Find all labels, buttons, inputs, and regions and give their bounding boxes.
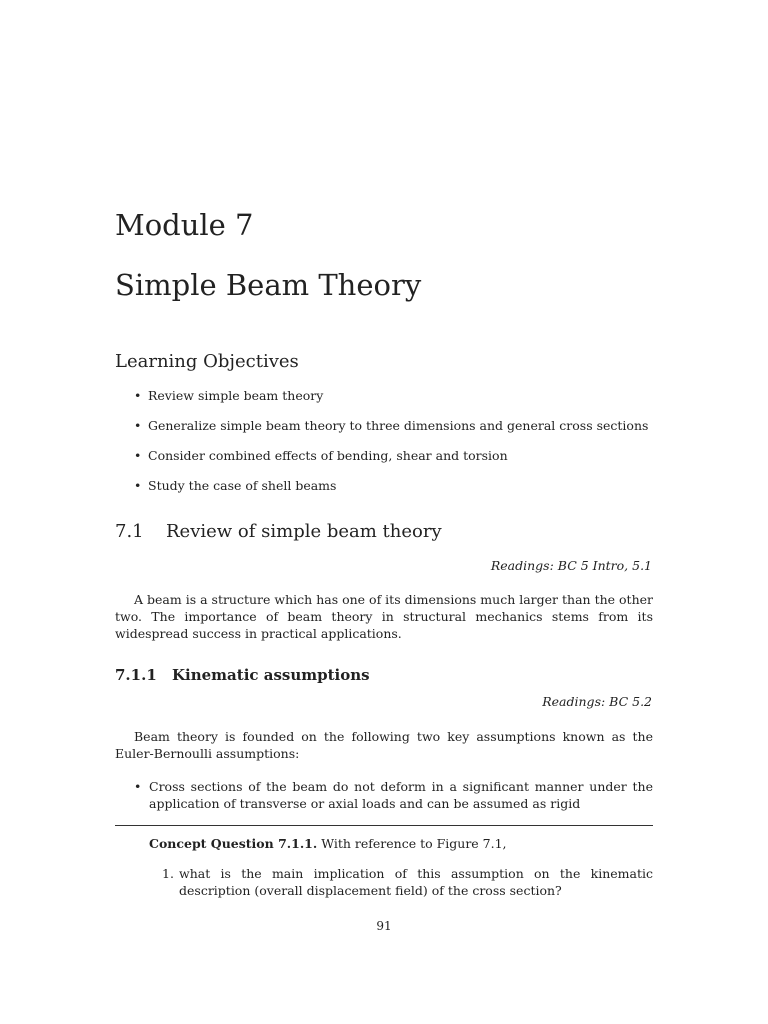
concept-question-divider	[115, 825, 653, 826]
learning-objectives-heading: Learning Objectives	[115, 351, 299, 372]
objective-item	[134, 417, 648, 435]
bullet-icon: •	[134, 779, 142, 794]
bullet-icon: •	[134, 448, 142, 463]
question-number: 1.	[162, 866, 174, 881]
assumption-text: Cross sections of the beam do not deform in a significant manner under the application of transverse or axial loads and can be assumed as rigid	[149, 779, 653, 811]
subsection-paragraph	[115, 728, 653, 762]
objective-item	[134, 387, 323, 405]
question-text: what is the main implication of this assumption on the kinematic description (overall displacement field) of the cross section?	[179, 866, 653, 898]
section-paragraph	[115, 591, 653, 642]
objective-text: Review simple beam theory	[148, 388, 324, 403]
section-heading	[115, 518, 442, 546]
objective-item	[134, 477, 336, 495]
page-number: 91	[376, 919, 392, 933]
section-paragraph-text: A beam is a structure which has one of its dimensions much larger than the other two. The importance of beam theory in structural mechanics stems from its widespread success in practical applications.	[115, 592, 653, 641]
concept-question	[149, 835, 507, 853]
section-title: Review of simple beam theory	[166, 521, 442, 542]
section-number: 7.1	[115, 521, 144, 542]
subsection-paragraph-text: Beam theory is founded on the following two key assumptions known as the Euler-Bernoulli assumptions:	[115, 729, 653, 761]
assumption-item	[134, 778, 653, 812]
concept-question-text: With reference to Figure 7.1,	[321, 836, 507, 851]
subsection-readings: Readings: BC 5.2	[542, 694, 652, 709]
bullet-icon: •	[134, 418, 142, 433]
section-readings: Readings: BC 5 Intro, 5.1	[490, 558, 652, 573]
bullet-icon: •	[134, 478, 142, 493]
subsection-title: Kinematic assumptions	[172, 666, 370, 684]
module-title: Simple Beam Theory	[115, 268, 422, 302]
objective-text: Generalize simple beam theory to three dimensions and general cross sections	[148, 418, 649, 433]
objective-item	[134, 447, 508, 465]
concept-question-label: Concept Question 7.1.1.	[149, 836, 318, 851]
concept-question-item	[162, 865, 653, 899]
objective-text: Study the case of shell beams	[148, 478, 337, 493]
subsection-heading	[115, 664, 370, 686]
module-number: Module 7	[115, 208, 254, 242]
objective-text: Consider combined effects of bending, shear and torsion	[148, 448, 508, 463]
bullet-icon: •	[134, 388, 142, 403]
subsection-number: 7.1.1	[115, 666, 157, 684]
